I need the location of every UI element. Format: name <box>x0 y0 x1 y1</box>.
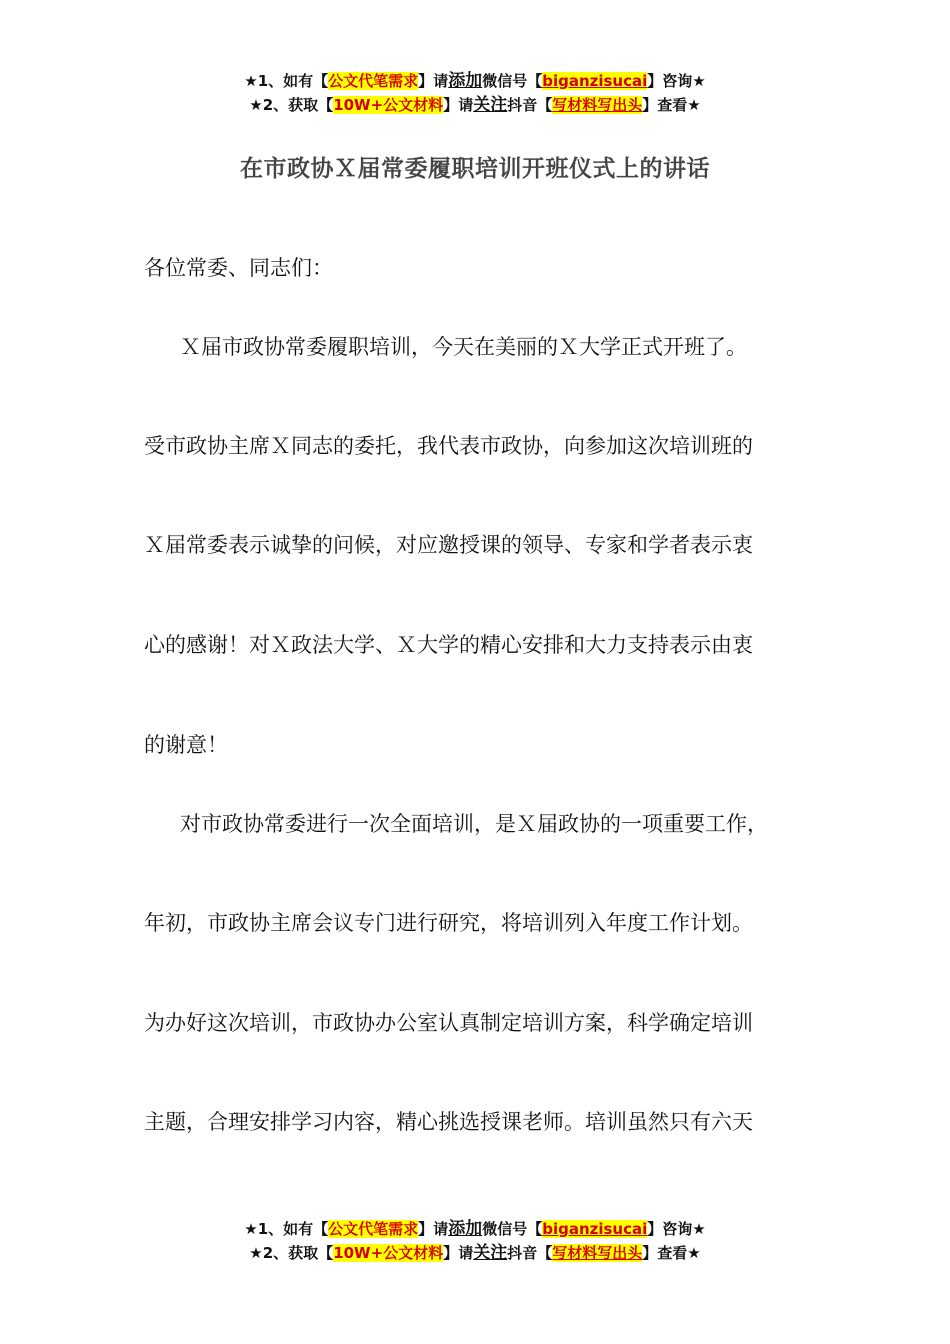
douyin-id-highlight: 写材料写出头 <box>552 96 643 114</box>
promo-underline: 添加 <box>448 1219 483 1239</box>
promo-highlight: 10W+公文材料 <box>333 1244 444 1262</box>
douyin-id-highlight: 写材料写出头 <box>552 1244 643 1262</box>
promo-line-2 <box>0 1241 950 1265</box>
promo-text: 】咨询★ <box>647 72 706 90</box>
promo-text: 】查看★ <box>642 1244 701 1262</box>
promo-underline: 添加 <box>448 71 483 91</box>
promo-underline: 关注 <box>473 95 508 115</box>
paragraph-line: 年初，市政协主席会议专门进行研究，将培训列入年度工作计划。 <box>144 911 753 935</box>
document-title: 在市政协Ｘ届常委履职培训开班仪式上的讲话 <box>240 156 710 182</box>
promo-text: 抖音【 <box>507 1244 553 1262</box>
promo-highlight: 公文代笔需求 <box>328 72 419 90</box>
promo-line-1 <box>0 1217 950 1241</box>
wechat-id-highlight: biganzisucai <box>542 72 648 90</box>
paragraph-line: Ｘ届市政协常委履职培训，今天在美丽的Ｘ大学正式开班了。 <box>180 335 747 359</box>
promo-highlight: 公文代笔需求 <box>328 1220 419 1238</box>
promo-highlight: 10W+公文材料 <box>333 96 444 114</box>
salutation: 各位常委、同志们： <box>144 256 333 280</box>
promo-text: ★1、如有【 <box>244 1220 329 1238</box>
paragraph-line: 为办好这次培训，市政协办公室认真制定培训方案，科学确定培训 <box>144 1011 753 1035</box>
promo-line-2 <box>0 93 950 117</box>
paragraph-line: 心的感谢！对Ｘ政法大学、Ｘ大学的精心安排和大力支持表示由衷 <box>144 633 753 657</box>
wechat-id-highlight: biganzisucai <box>542 1220 648 1238</box>
promo-underline: 关注 <box>473 1243 508 1263</box>
paragraph-line: 受市政协主席Ｘ同志的委托，我代表市政协，向参加这次培训班的 <box>144 434 753 458</box>
promo-text: 】查看★ <box>642 96 701 114</box>
promo-text: 微信号【 <box>482 1220 543 1238</box>
paragraph-line: 对市政协常委进行一次全面培训，是Ｘ届政协的一项重要工作， <box>180 812 768 836</box>
promo-text: ★2、获取【 <box>249 1244 334 1262</box>
promo-text: 】咨询★ <box>647 1220 706 1238</box>
promo-text: 】请 <box>443 1244 474 1262</box>
paragraph-line: 主题，合理安排学习内容，精心挑选授课老师。培训虽然只有六天 <box>144 1110 753 1134</box>
paragraph-line: 的谢意！ <box>144 733 228 757</box>
promo-text: 】请 <box>418 72 449 90</box>
promo-text: 】请 <box>418 1220 449 1238</box>
paragraph-line: Ｘ届常委表示诚挚的问候，对应邀授课的领导、专家和学者表示衷 <box>144 533 753 557</box>
promo-banner-top <box>0 69 950 117</box>
promo-text: 抖音【 <box>507 96 553 114</box>
promo-line-1 <box>0 69 950 93</box>
promo-text: ★2、获取【 <box>249 96 334 114</box>
promo-text: 】请 <box>443 96 474 114</box>
promo-text: 微信号【 <box>482 72 543 90</box>
promo-text: ★1、如有【 <box>244 72 329 90</box>
promo-banner-bottom <box>0 1217 950 1265</box>
